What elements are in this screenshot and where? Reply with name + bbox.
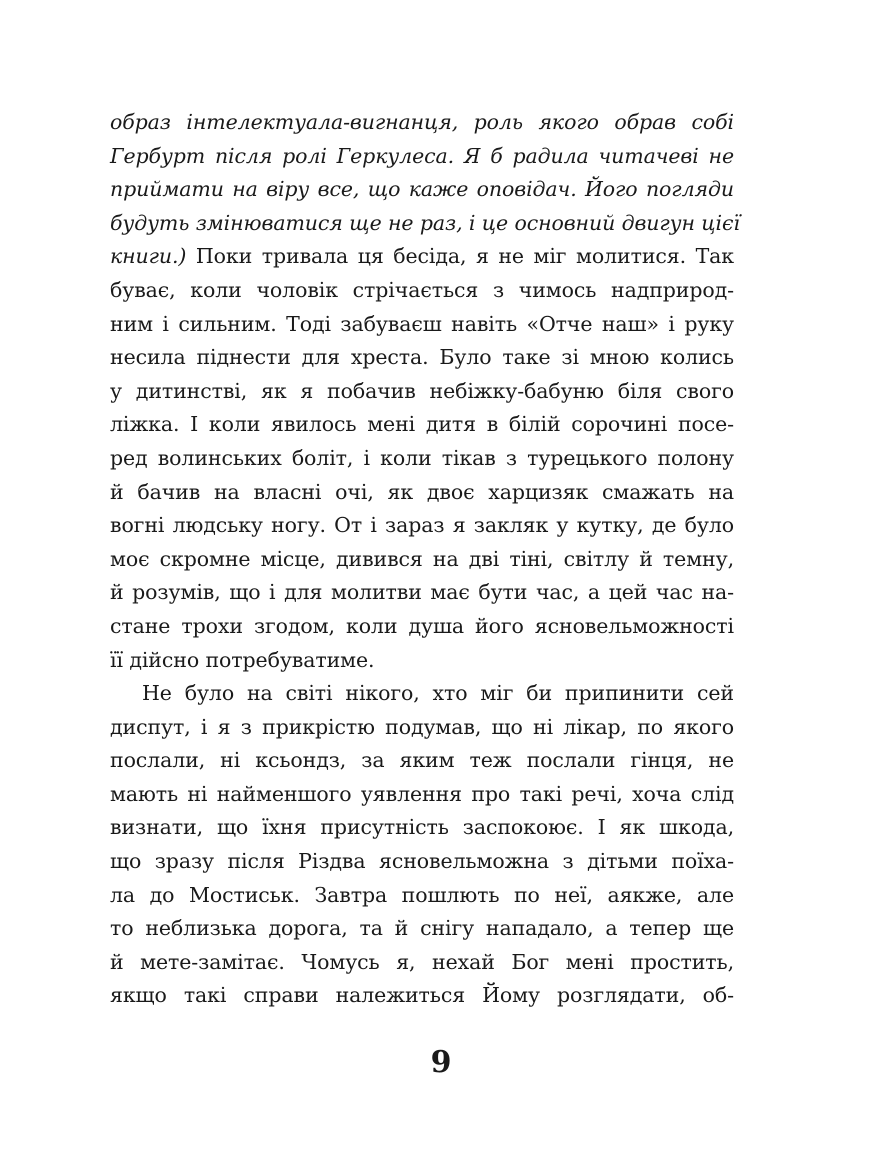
text-line [110, 778, 734, 812]
text-line [110, 711, 734, 745]
text-line [110, 946, 734, 980]
narrative-text: й бачив на власні очі, як двоє харцизяк смажать на [110, 479, 734, 504]
text-line [110, 476, 734, 510]
narrative-text: її дійсно потребуватиме. [110, 647, 375, 672]
narrative-text: диспут, і я з прикрістю подумав, що ні лікар, по якого [110, 714, 734, 739]
text-line [110, 173, 734, 207]
page-number: 9 [430, 1045, 452, 1080]
text-line [110, 576, 734, 610]
text-line [110, 543, 734, 577]
text-line [110, 677, 734, 711]
text-line [110, 207, 740, 241]
narrative-text: моє скромне місце, дивився на дві тіні, світлу й темну, [110, 546, 734, 571]
text-line [110, 106, 734, 140]
narrative-text: то неблизька дорога, та й снігу нападало, а тепер ще [110, 916, 734, 941]
narrative-text: вогні людську ногу. От і зараз я закляк у кутку, де було [110, 513, 734, 538]
editor-note-italic: будуть змінюватися ще не раз, і це основний двигун цієї [110, 210, 740, 235]
text-line [110, 308, 734, 342]
narrative-text: ла до Мостиськ. Завтра пошлють по неї, аякже, але [110, 882, 734, 907]
text-line [110, 811, 734, 845]
narrative-text: й розумів, що і для молитви має бути час, а цей час на- [110, 580, 734, 605]
text-line [110, 375, 734, 409]
text-line [110, 341, 734, 375]
narrative-text: мають ні найменшого уявлення про такі речі, хоча слід [110, 781, 734, 806]
text-line [110, 240, 734, 274]
narrative-text: ним і сильним. Тоді забуваєш навіть «Отче наш» і руку [110, 311, 734, 336]
paragraph-2 [110, 677, 734, 1013]
narrative-text: буває, коли чоловік стрічається з чимось надприрод- [110, 277, 734, 302]
narrative-text: Не було на світі нікого, хто міг би припинити сей [142, 681, 734, 706]
narrative-text: у дитинстві, як я побачив небіжку-бабуню біля свого [110, 378, 734, 403]
narrative-text: ліжка. І коли явилось мені дитя в білій сорочині посе- [110, 412, 734, 437]
text-line [110, 644, 734, 678]
narrative-text: стане трохи згодом, коли душа його ясновельможності [110, 613, 734, 638]
text-line [110, 879, 734, 913]
text-line [110, 140, 734, 174]
text-line [110, 610, 734, 644]
narrative-text: несила піднести для хреста. Було таке зі мною колись [110, 345, 734, 370]
text-line [110, 979, 734, 1013]
editor-note-italic: приймати на віру все, що каже оповідач. Його погляди [110, 177, 734, 202]
editor-note-italic: книги.) [110, 244, 187, 269]
text-line [110, 744, 734, 778]
text-line [110, 912, 734, 946]
narrative-text: що зразу після Різдва ясновельможна з дітьми поїха- [110, 849, 734, 874]
editor-note-italic: образ інтелектуала-вигнанця, роль якого обрав собі [110, 110, 734, 134]
paragraph-1 [110, 106, 740, 677]
text-line [110, 845, 734, 879]
narrative-text: визнати, що їхня присутність заспокоює. І як шкода, [110, 815, 734, 840]
text-line [110, 274, 734, 308]
narrative-text: якщо такі справи належиться Йому розглядати, об- [110, 983, 734, 1008]
editor-note-italic: Гербурт після ролі Геркулеса. Я б радила читачеві не [110, 143, 734, 168]
narrative-text: Поки тривала ця бесіда, я не міг молитися. Так [186, 244, 734, 269]
narrative-text: й мете-замітає. Чомусь я, нехай Бог мені простить, [110, 949, 734, 974]
text-line [110, 408, 734, 442]
narrative-text: послали, ні ксьондз, за яким теж послали гінця, не [110, 748, 734, 773]
body-text [110, 106, 740, 1013]
text-line [110, 509, 734, 543]
narrative-text: ред волинських боліт, і коли тікав з турецького полону [110, 445, 734, 470]
text-line [110, 442, 734, 476]
